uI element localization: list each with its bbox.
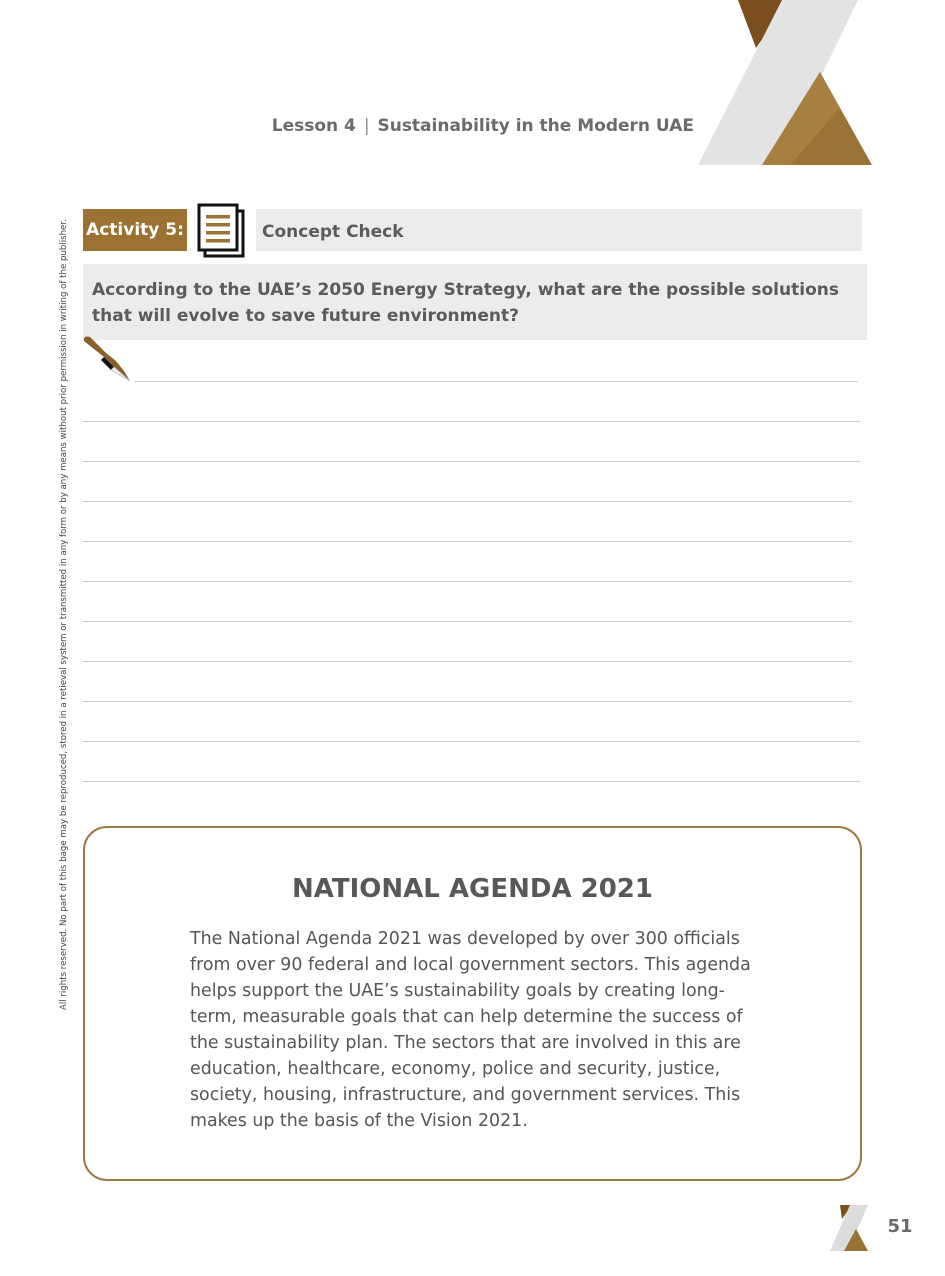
question-text: According to the UAE’s 2050 Energy Strategy, what are the possible solutions that will evolve to save future environment? bbox=[83, 264, 867, 340]
answer-line[interactable] bbox=[83, 581, 852, 582]
activity-label: Activity 5: bbox=[83, 209, 187, 251]
copyright-note: All rights reserved. No part of this bage may be reproduced, stored in a retieval system or transmitted in any form or by any means without prior permission in writing of the publisher. bbox=[59, 219, 69, 1010]
footer-logo-icon bbox=[826, 1205, 870, 1251]
agenda-title: NATIONAL AGENDA 2021 bbox=[292, 874, 653, 904]
lesson-topic: Sustainability in the Modern UAE bbox=[377, 116, 694, 136]
page-number: 51 bbox=[887, 1216, 913, 1237]
document-icon bbox=[196, 202, 248, 258]
answer-line[interactable] bbox=[83, 421, 860, 422]
header-separator: | bbox=[363, 116, 370, 136]
answer-line[interactable] bbox=[83, 661, 852, 662]
lesson-header bbox=[250, 116, 694, 136]
answer-line[interactable] bbox=[83, 501, 852, 502]
answer-line[interactable] bbox=[83, 701, 852, 702]
activity-title: Concept Check bbox=[256, 209, 862, 251]
lesson-number: Lesson 4 bbox=[271, 116, 356, 136]
agenda-body: The National Agenda 2021 was developed by over 300 officials from over 90 federal and local government sectors. This agenda helps support the UAE’s sustainability goals by creating long-term, measurable goals that can help determine the success of the sustainability plan. The sectors that are involved in this are education, healthcare, economy, police and security, justice, society, housing, infrastructure, and government services. This makes up the basis of the Vision 2021. bbox=[190, 929, 751, 1131]
header-decoration bbox=[690, 0, 880, 170]
answer-line[interactable] bbox=[134, 381, 858, 382]
answer-line[interactable] bbox=[83, 541, 852, 542]
pen-icon bbox=[80, 333, 136, 385]
answer-line[interactable] bbox=[83, 461, 860, 462]
answer-line[interactable] bbox=[83, 621, 852, 622]
answer-line[interactable] bbox=[83, 781, 860, 782]
answer-line[interactable] bbox=[83, 741, 860, 742]
